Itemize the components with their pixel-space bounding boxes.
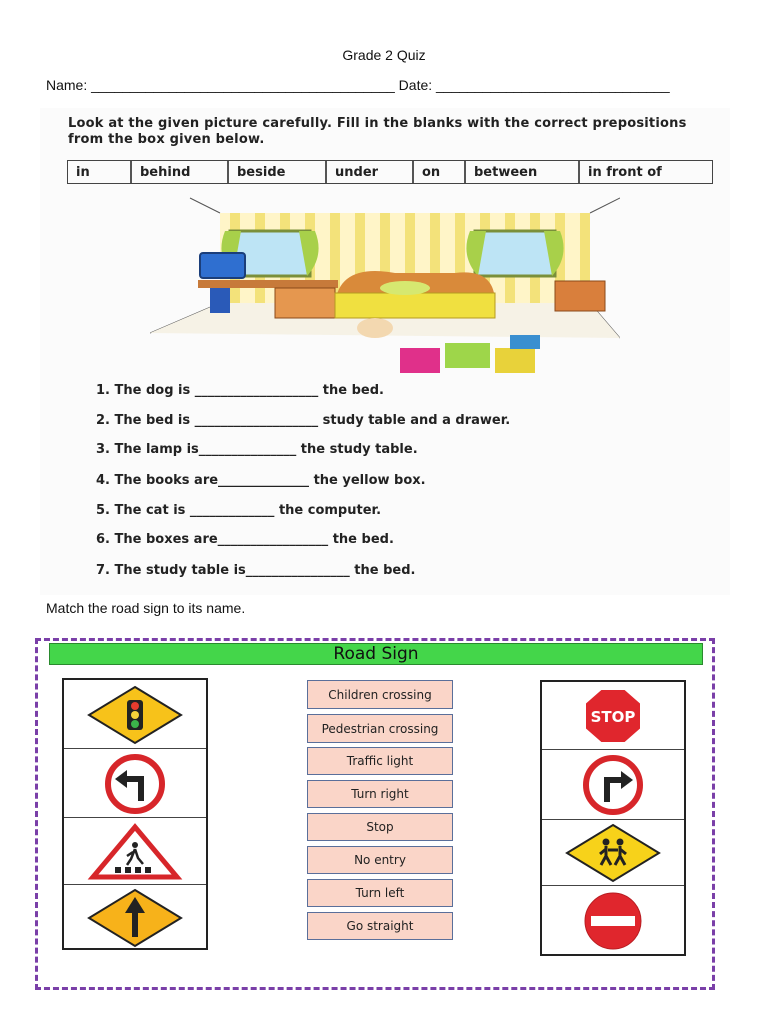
sentence-1: 1. The dog is ___________________ the bed. [96,383,384,398]
traffic-light-sign-icon [85,684,185,746]
name-pedestrian-crossing: Pedestrian crossing [307,714,453,743]
turn-left-sign-icon [85,753,185,815]
children-crossing-sign-icon [563,822,663,884]
name-date-line: Name: _______________________________________ Date: ______________________________ [46,77,670,93]
preposition-word-box [67,160,713,184]
sentence-3: 3. The lamp is_______________ the study table. [96,442,418,457]
name-traffic-light: Traffic light [307,747,453,775]
no-entry-sign-icon [563,890,663,952]
word-in: in [68,161,132,183]
word-on: on [414,161,466,183]
right-sign-slot-2 [542,750,684,820]
word-beside: beside [229,161,327,183]
turn-right-sign-icon [563,754,663,816]
word-behind: behind [132,161,229,183]
left-sign-slot-4 [64,885,206,950]
go-straight-sign-icon [85,887,185,949]
left-sign-slot-3 [64,818,206,885]
name-turn-left: Turn left [307,879,453,907]
sentence-2: 2. The bed is ___________________ study table and a drawer. [96,413,511,428]
name-turn-right: Turn right [307,780,453,808]
name-children-crossing: Children crossing [307,680,453,709]
right-sign-slot-4 [542,886,684,956]
right-sign-column [540,680,686,956]
sentence-6: 6. The boxes are_________________ the bed. [96,532,394,547]
sentence-4: 4. The books are______________ the yellow box. [96,473,426,488]
match-instruction: Match the road sign to its name. [46,600,246,616]
right-sign-slot-1 [542,682,684,750]
word-between: between [466,161,580,183]
page-title: Grade 2 Quiz [342,47,426,63]
left-sign-column [62,678,208,950]
road-sign-header: Road Sign [49,643,703,665]
pedestrian-crossing-sign-icon [85,821,185,883]
name-go-straight: Go straight [307,912,453,940]
sentence-7: 7. The study table is________________ the bed. [96,563,416,578]
sentence-5: 5. The cat is _____________ the computer. [96,503,382,518]
stop-sign-icon [563,685,663,747]
bedroom-illustration [150,193,620,378]
left-sign-slot-1 [64,680,206,749]
name-stop: Stop [307,813,453,841]
name-no-entry: No entry [307,846,453,874]
right-sign-slot-3 [542,820,684,886]
stop-sign-text: STOP [590,708,636,726]
word-in-front-of: in front of [588,164,662,180]
left-sign-slot-2 [64,749,206,818]
word-under: under [327,161,414,183]
worksheet-instruction: Look at the given picture carefully. Fill in the blanks with the correct prepositions from the box given below. [68,116,687,147]
